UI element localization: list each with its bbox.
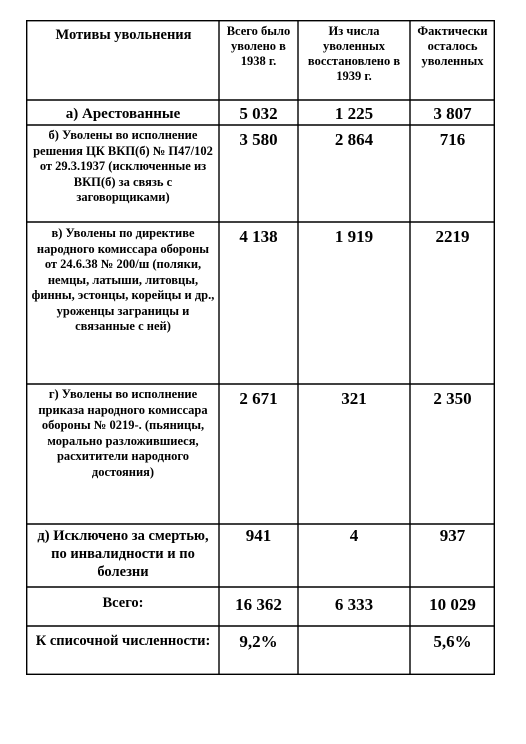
header-motives: Мотивы увольнения [55, 27, 192, 43]
total-restored: 6 333 [334, 595, 374, 614]
row-c-total: 4 138 [239, 227, 278, 246]
row-a-restored: 1 225 [334, 104, 374, 123]
row-label-percentage: К списочной численности: [35, 633, 211, 649]
row-label-directive-200: в) Уволены по директиве народного комиссара обороны от 24.6.38 № 200/ш (поляки, немцы, латыши, литовцы, финны, эстонцы, корейцы и др., уроженцы заграницы и связанные с ней) [31, 226, 215, 333]
percent-1938: 9,2% [239, 632, 278, 651]
row-d-total: 2 671 [239, 389, 278, 408]
row-label-arrested: а) Арестованные [65, 106, 181, 122]
row-e-remaining: 937 [439, 526, 466, 545]
row-a-remaining: 3 807 [433, 104, 472, 123]
total-remaining: 10 029 [429, 595, 476, 614]
total-1938: 16 362 [235, 595, 282, 614]
row-b-total: 3 580 [239, 130, 278, 149]
row-label-ck-vkpb: б) Уволены во исполнение решения ЦК ВКП(б) № П47/102 от 29.3.1937 (исключенные из ВКП(б) за связь с заговорщиками) [33, 128, 213, 204]
row-b-remaining: 716 [439, 130, 466, 149]
header-restored-1939: Из числа уволенных восстановлено в 1939 г. [307, 24, 401, 83]
percent-remaining: 5,6% [433, 632, 472, 651]
row-label-total: Всего: [102, 595, 144, 611]
row-label-death-disability: д) Исключено за смертью, по инвалидности и по болезни [37, 528, 209, 580]
header-total-1938: Всего было уволено в 1938 г. [226, 24, 291, 68]
row-d-remaining: 2 350 [433, 389, 472, 408]
row-b-restored: 2 864 [334, 130, 374, 149]
row-label-order-0219: г) Уволены во исполнение приказа народного комиссара обороны № 0219-. (пьяницы, морально разложившиеся, расхитители народного достояния) [38, 387, 208, 479]
row-a-total: 5 032 [239, 104, 278, 123]
row-d-restored: 321 [341, 389, 367, 408]
row-c-remaining: 2219 [435, 227, 470, 246]
row-e-total: 941 [245, 526, 272, 545]
row-c-restored: 1 919 [334, 227, 374, 246]
row-e-restored: 4 [349, 526, 359, 545]
header-remaining: Фактически осталось уволенных [417, 24, 488, 68]
dismissal-table [26, 20, 495, 675]
